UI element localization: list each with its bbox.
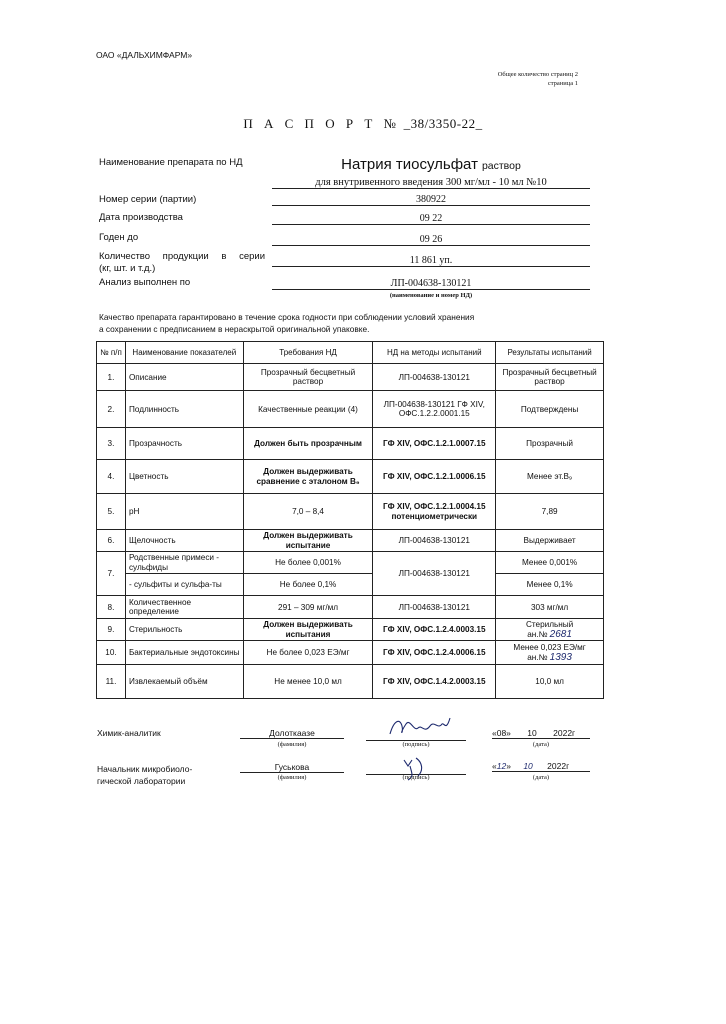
organization-name: ОАО «ДАЛЬХИМФАРМ» bbox=[96, 50, 193, 60]
micro-date-day-close: » bbox=[506, 761, 511, 771]
product-form: раствор bbox=[481, 160, 521, 172]
name-label: Наименование препарата по НД bbox=[99, 157, 243, 168]
row-method: ЛП-004638-130121 bbox=[373, 364, 496, 391]
chemist-surname-caption: (фамилия) bbox=[277, 741, 307, 748]
micro-date-caption: (дата) bbox=[532, 774, 550, 781]
row-requirement: Прозрачный бесцветный раствор bbox=[243, 364, 373, 391]
expiry-value: 09 26 bbox=[272, 234, 590, 246]
row-number: 5. bbox=[97, 494, 126, 530]
guarantee-line-2: а сохранении с предписанием в нераскрытой оригинальной упаковке. bbox=[99, 323, 370, 334]
quantity-label-2: (кг, шт. и т.д.) bbox=[99, 263, 156, 274]
row-method: ГФ XIV, ОФС.1.2.1.0006.15 bbox=[373, 460, 496, 494]
col-header-number: № п/п bbox=[97, 342, 126, 364]
table-row bbox=[97, 494, 604, 530]
row-number: 8. bbox=[97, 596, 126, 619]
analysis-label: Анализ выполнен по bbox=[99, 277, 191, 288]
analysis-no-label: ан.№ bbox=[527, 652, 548, 662]
analysis-no-label: ан.№ bbox=[527, 629, 548, 639]
row-result bbox=[496, 619, 604, 641]
row-indicator: Подлинность bbox=[125, 391, 243, 428]
row-indicator: Родственные примеси - сульфиды bbox=[125, 552, 243, 574]
col-header-method: НД на методы испытаний bbox=[373, 342, 496, 364]
row-requirement: Не менее 10,0 мл bbox=[243, 665, 373, 699]
row-number: 7. bbox=[97, 552, 126, 596]
guarantee-text bbox=[99, 312, 539, 335]
chemist-date-month: 10 bbox=[527, 728, 537, 738]
row-method bbox=[373, 494, 496, 530]
row-requirement: Должен выдерживать сравнение с эталоном B₉ bbox=[243, 460, 373, 494]
micro-role-1: Начальник микробиоло- bbox=[97, 764, 193, 774]
quantity-value: 11 861 уп. bbox=[272, 255, 590, 267]
table-row bbox=[97, 641, 604, 665]
series-value: 380922 bbox=[272, 194, 590, 206]
row-method: ЛП-004638-130121 ГФ XIV, ОФС.1.2.2.0001.15 bbox=[373, 391, 496, 428]
row-result: Менее 0,001% bbox=[496, 552, 604, 574]
row-method: ЛП-004638-130121 bbox=[373, 530, 496, 552]
product-detail: для внутривенного введения 300 мг/мл - 10 мл №10 bbox=[272, 177, 590, 189]
row-number: 10. bbox=[97, 641, 126, 665]
micro-date-year: 2022г bbox=[547, 761, 570, 771]
page-count bbox=[470, 70, 578, 88]
row-method: ГФ XIV, ОФС.1.2.4.0006.15 bbox=[373, 641, 496, 665]
row-indicator: Щелочность bbox=[125, 530, 243, 552]
chemist-date-caption: (дата) bbox=[532, 741, 550, 748]
handwritten-analysis-no: 2681 bbox=[549, 628, 572, 640]
production-label: Дата производства bbox=[99, 212, 183, 223]
chemist-signature-caption: (подпись) bbox=[402, 741, 430, 748]
title-prefix: П А С П О Р Т № bbox=[243, 116, 400, 131]
page-current: страница 1 bbox=[547, 80, 578, 87]
micro-date-month: 10 bbox=[523, 761, 533, 771]
table-header-row bbox=[97, 342, 604, 364]
row-result: Прозрачный bbox=[496, 428, 604, 460]
row-requirement: Должен выдерживать испытания bbox=[243, 619, 373, 641]
row-indicator: Цветность bbox=[125, 460, 243, 494]
row-result-analysis bbox=[499, 653, 600, 663]
passport-number: _38/3350-22_ bbox=[403, 116, 483, 131]
row-result-text: Стерильный bbox=[525, 620, 574, 629]
row-indicator: Стерильность bbox=[125, 619, 243, 641]
row-result: Менее эт.B₉ bbox=[496, 460, 604, 494]
table-row bbox=[97, 364, 604, 391]
row-method: ЛП-004638-130121 bbox=[373, 596, 496, 619]
row-indicator: Описание bbox=[125, 364, 243, 391]
row-indicator: Количественное определение bbox=[125, 596, 243, 619]
row-method: ГФ XIV, ОФС.1.4.2.0003.15 bbox=[373, 665, 496, 699]
row-number: 4. bbox=[97, 460, 126, 494]
row-number: 2. bbox=[97, 391, 126, 428]
row-result: 7,89 bbox=[496, 494, 604, 530]
chemist-date-day: «08» bbox=[492, 728, 511, 738]
row-requirement: 291 – 309 мг/мл bbox=[243, 596, 373, 619]
row-requirement: Не более 0,023 ЕЭ/мг bbox=[243, 641, 373, 665]
row-result-text: Менее 0,023 ЕЭ/мг bbox=[513, 643, 586, 652]
row-result: 10,0 мл bbox=[496, 665, 604, 699]
row-method: ЛП-004638-130121 bbox=[373, 552, 496, 596]
row-indicator: pH bbox=[125, 494, 243, 530]
row-result: Подтверждены bbox=[496, 391, 604, 428]
micro-surname-caption: (фамилия) bbox=[277, 774, 307, 781]
row-result: 303 мг/мл bbox=[496, 596, 604, 619]
product-name bbox=[272, 156, 590, 174]
row-indicator: Бактериальные эндотоксины bbox=[125, 641, 243, 665]
col-header-indicator: Наименование показателей bbox=[125, 342, 243, 364]
row-indicator: Извлекаемый объём bbox=[125, 665, 243, 699]
row-number: 11. bbox=[97, 665, 126, 699]
micro-signature-caption: (подпись) bbox=[402, 774, 430, 781]
table-row bbox=[97, 428, 604, 460]
table-row bbox=[97, 552, 604, 574]
document-title bbox=[0, 116, 726, 132]
row-requirement: Должен выдерживать испытание bbox=[243, 530, 373, 552]
table-row bbox=[97, 574, 604, 596]
table-row bbox=[97, 530, 604, 552]
chemist-date-year: 2022г bbox=[553, 728, 576, 738]
row-result: Выдерживает bbox=[496, 530, 604, 552]
row-requirement-sub: Не более 0,1% bbox=[243, 574, 373, 596]
table-row bbox=[97, 391, 604, 428]
row-number: 3. bbox=[97, 428, 126, 460]
row-result bbox=[496, 641, 604, 665]
row-requirement: 7,0 – 8,4 bbox=[243, 494, 373, 530]
col-header-requirement: Требования НД bbox=[243, 342, 373, 364]
analysis-value: ЛП-004638-130121 bbox=[272, 278, 590, 290]
row-result: Прозрачный бесцветный раствор bbox=[496, 364, 604, 391]
chemist-date bbox=[492, 728, 590, 739]
row-result-analysis bbox=[499, 630, 600, 640]
guarantee-line-1: Качество препарата гарантировано в течение срока годности при соблюдении условий хранения bbox=[99, 312, 475, 322]
row-method-text: ГФ XIV, ОФС.1.2.1.0004.15 потенциометрически bbox=[383, 502, 486, 521]
series-label: Номер серии (партии) bbox=[99, 194, 197, 205]
chemist-role: Химик-аналитик bbox=[97, 728, 161, 738]
table-row bbox=[97, 460, 604, 494]
micro-date-day-hand: 12 bbox=[496, 761, 507, 771]
micro-role-2: гической лаборатории bbox=[97, 776, 186, 786]
quantity-label-1: Количество продукции в серии bbox=[99, 251, 265, 262]
specification-table bbox=[96, 341, 604, 699]
table-row bbox=[97, 596, 604, 619]
micro-name: Гуськова bbox=[240, 762, 344, 773]
row-number: 6. bbox=[97, 530, 126, 552]
row-indicator: Прозрачность bbox=[125, 428, 243, 460]
table-row bbox=[97, 665, 604, 699]
chemist-signature bbox=[384, 712, 464, 742]
row-number: 9. bbox=[97, 619, 126, 641]
product-name-main: Натрия тиосульфат bbox=[341, 156, 478, 173]
row-number: 1. bbox=[97, 364, 126, 391]
table-row bbox=[97, 619, 604, 641]
production-value: 09 22 bbox=[272, 213, 590, 225]
micro-date bbox=[492, 761, 590, 772]
row-method: ГФ XIV, ОФС.1.2.4.0003.15 bbox=[373, 619, 496, 641]
analysis-caption: (наименование и номер НД) bbox=[389, 292, 473, 299]
col-header-result: Результаты испытаний bbox=[496, 342, 604, 364]
row-indicator-sub: - сульфиты и сульфа-ты bbox=[125, 574, 243, 596]
micro-date-day-open: « bbox=[492, 761, 497, 771]
row-requirement: Качественные реакции (4) bbox=[243, 391, 373, 428]
row-requirement: Не более 0,001% bbox=[243, 552, 373, 574]
row-result-sub: Менее 0,1% bbox=[496, 574, 604, 596]
expiry-label: Годен до bbox=[99, 232, 139, 243]
chemist-name: Долоткаазе bbox=[240, 728, 344, 739]
page-total: Общее количество страниц 2 bbox=[497, 71, 578, 78]
row-method: ГФ XIV, ОФС.1.2.1.0007.15 bbox=[373, 428, 496, 460]
handwritten-analysis-no: 1393 bbox=[549, 651, 572, 663]
row-requirement: Должен быть прозрачным bbox=[243, 428, 373, 460]
